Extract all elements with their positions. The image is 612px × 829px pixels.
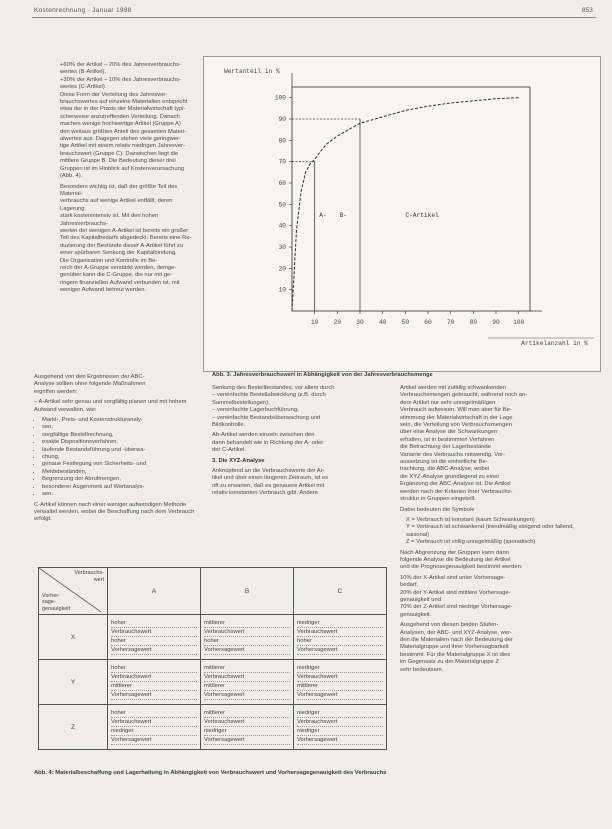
figure-3-caption: Abb. 3: Jahresverbrauchswert in Abhängigkeit von der Jahresverbrauchsmenge	[212, 372, 433, 378]
page-number: 853	[582, 7, 593, 14]
paragraph-line: bedarf,	[400, 582, 419, 589]
paragraph-line: +30% der Artikel – 10% des Jahresverbrauchs-	[60, 76, 181, 83]
cell-line: Vorhersagewert	[111, 691, 197, 700]
cell-line: Verbrauchswert	[204, 628, 290, 637]
table-row	[39, 660, 387, 705]
table-col-header: A	[108, 568, 201, 615]
table-row-header: Z	[39, 705, 108, 750]
paragraph-line: tikel und über einen längeren Zeitraum, ist es	[212, 475, 329, 482]
paragraph-line: 10% der X-Artikel sind unter Vorhersage-	[400, 574, 506, 581]
list-item: • laufende Bestandsführung und -überwa-	[42, 447, 198, 454]
lorenz-curve	[292, 98, 519, 311]
cell-line: Verbrauchswert	[297, 673, 383, 682]
paragraph-line: stark kostenintensiv ist. Mit den hohen Jahresverbrauchs-	[60, 213, 159, 227]
group-label-b: B-	[339, 212, 348, 219]
paragraph-line: reich der A-Gruppe verstärkt werden, demge-	[60, 264, 177, 271]
table-col-header: B	[201, 568, 294, 615]
cell-line: niedriger	[297, 709, 383, 718]
cell-line: mittlerer	[111, 682, 197, 691]
paragraph-line: – vereinfachte Lagerbuchführung,	[212, 407, 299, 414]
paragraph-line: werten der wenigen A-Artikel ist bereits ein großer	[60, 227, 189, 234]
paragraph-line: scherweise anzutreffenden Verteilung. Danach	[60, 113, 180, 120]
paragraph-line: Artikel werden mit zufällig schwankenden	[400, 385, 507, 391]
paragraph-line: sein, die Verteilung von Verbrauchsmengen	[400, 422, 512, 429]
paragraph-line: (Abb. 4).	[60, 173, 83, 180]
paragraph-line: Gruppen ist im Hinblick auf Kostenverursachung	[60, 165, 185, 172]
paragraph-line: alwertes aus. Dagegen stehen viele geringwer-	[60, 136, 181, 143]
paragraph-line: Verbrauchsmengen gebraucht, während noch an-	[400, 392, 528, 399]
paragraph-line: mittlere Gruppe B. Die Bedeutung dieser drei	[60, 158, 176, 165]
paragraph-line: Verbrauch aufweisen. Will man aber für Be-	[400, 407, 512, 414]
paragraph-line: erhalten, ist in bestimmten Verfahren	[400, 436, 495, 443]
paragraph-line: Teil des Kapitalbedarfs abgedeckt. Bereits eine Re-	[60, 235, 192, 242]
figure-3-frame	[203, 56, 601, 372]
section-heading: 3. Die XYZ-Analyse	[212, 457, 265, 464]
paragraph-line: – vereinfachte Bestellabwicklung (z.B. durch	[212, 392, 326, 399]
paragraph-line: die Betrachtung der Lagerbestände	[400, 444, 491, 451]
paragraph-line: wertes (B-Artikel),	[60, 69, 107, 76]
paragraph-line: Ausgehend von diesen beiden Stufen-	[400, 622, 499, 629]
paragraph-line: im Gegensatz zu der Materialgruppe Z	[400, 659, 499, 666]
cell-line: Verbrauchswert	[111, 628, 197, 637]
cell-line: hoher	[297, 637, 383, 646]
x-tick-label: 40	[378, 319, 387, 326]
paragraph-line: 20% der Y-Artikel sind mittlere Vorhersage-	[400, 589, 511, 596]
x-tick-label: 100	[513, 319, 525, 326]
y-tick-label: 80	[278, 137, 286, 145]
symbol-definition: Y = Verbrauch ist schwankend (trendmäßig steigend oder fallend, saisonal)	[406, 524, 574, 538]
y-tick-label: 50	[278, 201, 286, 209]
paragraph-line: sehr bedeutsam.	[400, 666, 444, 673]
cell-line: mittlerer	[297, 682, 383, 691]
paragraph-line: Ausgehend von den Ergebnissen der ABC-	[34, 374, 145, 380]
paragraph-line: tige Artikel mit einem relativ niedrigen Jahresver-	[60, 143, 186, 150]
paragraph-line: duzierung der Bestände dieser A-Artikel führt zu	[60, 242, 184, 249]
figure-4-table	[38, 567, 387, 750]
paragraph-line: dere Artikel nur sehr unregelmäßigen	[400, 399, 496, 406]
cell-line: Verbrauchswert	[111, 673, 197, 682]
paragraph-line: Variante des Verbrauchs notwendig. Vor-	[400, 451, 505, 458]
paragraph-line: werden nach der Kriterien ihrer Verbrauchs-	[400, 488, 513, 495]
column-2-text	[212, 385, 388, 501]
paragraph-line: den weitaus größten Anteil des gesamten Materi-	[60, 128, 186, 135]
y-tick-label: 20	[278, 265, 286, 273]
paragraph-line: aussetzung ist die einheitliche Be-	[400, 459, 488, 466]
paragraph-line: stimmung der Materialwirtschaft in der Lage	[400, 414, 513, 421]
cell-line: mittlerer	[204, 682, 290, 691]
y-tick-label: 90	[278, 116, 286, 123]
list-item: • exakte Dispositionsverfahren,	[42, 439, 198, 446]
paragraph-line: ergriffen werden:	[34, 388, 78, 395]
corner-label-bottom: Vorher- sage- genauigkeit	[42, 592, 71, 612]
paragraph-line: einer spürbaren Senkung der Kapitalbindung.	[60, 250, 177, 257]
paragraph-line: ringem finanziellen Aufwand verbunden ist, mit	[60, 279, 180, 286]
cell-line: Vorhersagewert	[111, 646, 197, 655]
cell-line: niedriger	[297, 619, 383, 628]
paragraph-line: dann behandelt wie in Richtung der A- oder	[212, 439, 324, 446]
table-cell	[294, 660, 387, 705]
x-tick-label: 70	[446, 319, 455, 326]
y-axis-label: Wertanteil in %	[224, 68, 280, 75]
paragraph-line: etwa der in der Praxis der Materialwirtschaft typi-	[60, 106, 186, 113]
paragraph-line: Senkung des Bestellbestandes, vor allem durch	[212, 385, 335, 391]
paragraph-line: 70% der Z-Artikel sind niedrige Vorhersage-	[400, 604, 513, 611]
paragraph-line: wertes (C-Artikel).	[60, 84, 107, 91]
cell-line: Vorhersagewert	[297, 691, 383, 700]
cell-line: Vorhersagewert	[204, 691, 290, 700]
paragraph-line: Die Organisation und Kontrolle im Be-	[60, 257, 158, 264]
table-cell	[201, 705, 294, 750]
cell-line: hoher	[111, 619, 197, 628]
paragraph-line: genauigkeit und	[400, 596, 441, 603]
paragraph-line: Ab-Artikel werden einzeln zwischen den	[212, 432, 315, 439]
table-cell	[108, 660, 201, 705]
paragraph-line: +60% der Artikel – 20% des Jahresverbrauchs-	[60, 62, 181, 68]
x-tick-label: 20	[333, 319, 342, 326]
cell-line: niedriger	[297, 727, 383, 736]
header-rule	[32, 17, 596, 18]
x-tick-label: 10	[310, 319, 319, 326]
symbol-list	[406, 517, 590, 547]
paragraph-line: Sammelbestellungen),	[212, 399, 270, 406]
paragraph-line: Nach Abgrenzung der Gruppen kann dann	[400, 549, 509, 556]
symbol-definition: X = Verbrauch ist konstant (kaum Schwankungen)	[406, 516, 535, 523]
cell-line: niedriger	[297, 664, 383, 673]
x-tick-label: 50	[401, 319, 410, 326]
column-1-lower-text	[34, 374, 198, 527]
list-item: • chung,	[42, 454, 198, 461]
paragraph-line: Analyse sollten ohne folgende Maßnahmen	[34, 381, 146, 388]
x-tick-label: 90	[492, 319, 500, 326]
paragraph-line: folgende Analyse die Bedeutung der Artikel	[400, 556, 511, 563]
y-tick-label: 10	[278, 286, 286, 294]
x-tick-label: 60	[424, 319, 432, 326]
x-tick-label: 80	[469, 319, 478, 326]
paragraph-line: brauchswertes auf einzelne Materialien entspricht	[60, 99, 188, 106]
table-cell	[108, 615, 201, 660]
y-tick-label: 60	[278, 180, 286, 187]
paragraph-line: weniger Aufwand betreut werden.	[60, 287, 147, 294]
paragraph-line: Ergänzung der ABC-Analyse ist. Die Artikel	[400, 481, 511, 488]
paragraph-line: Diese Form der Verteilung des Jahresver-	[60, 91, 168, 98]
cell-line: Verbrauchswert	[111, 718, 197, 727]
table-row	[39, 615, 387, 660]
paragraph-line: genauigkeit.	[400, 611, 432, 618]
list-item: • besonderer Augenmerk auf Wertanalys-	[42, 484, 198, 491]
table-cell	[201, 615, 294, 660]
list-item: • genaue Festlegung von Sicherheits- und	[42, 461, 198, 468]
list-item: • sorgfältige Bestellrechnung,	[42, 432, 198, 439]
cell-line: Verbrauchswert	[204, 718, 290, 727]
column-3-text	[400, 385, 590, 677]
cell-line: hoher	[111, 637, 197, 646]
paragraph-line: verbrauchs auf wenige Artikel entfällt, deren Lagerung	[60, 198, 173, 212]
paragraph-line: über eine Analyse der Schwankungen	[400, 429, 498, 436]
list-item: • Markt-, Preis- und Kostenstrukturanaly-	[42, 417, 198, 424]
cell-line: Vorhersagewert	[204, 646, 290, 655]
table-corner-cell	[39, 568, 108, 615]
cell-line: hoher	[204, 637, 290, 646]
paragraph-line: und die Prognosegenauigkeit bestimmt werden:	[400, 564, 523, 571]
table-row-header: Y	[39, 660, 108, 705]
paragraph: C-Artikel können nach einer weniger aufwendigen Methode verwaltet werden, wobei die Beschaffung nach dem Verbrauch erfolgt.	[34, 501, 195, 523]
table-row-header: X	[39, 615, 108, 660]
paragraph: Dabei bedeuten die Symbole	[400, 506, 475, 513]
group-label-c: C-Artikel	[405, 212, 439, 219]
cell-line: Vorhersagewert	[297, 646, 383, 655]
list-item: • Begrenzung der Abrufmengen,	[42, 476, 198, 483]
running-header: Kostenrechnung · Januar 1988	[34, 7, 132, 14]
measure-list	[34, 417, 198, 498]
cell-line: Vorhersagewert	[204, 736, 290, 745]
table-col-header: C	[294, 568, 387, 615]
cell-line: Verbrauchswert	[297, 718, 383, 727]
paragraph-line: die XYZ-Analyse grundlegend zu einer	[400, 473, 500, 480]
paragraph-line: bestimmt. Für die Materialgruppe X ist dies	[400, 651, 511, 658]
table-row	[39, 705, 387, 750]
cell-line: Verbrauchswert	[204, 673, 290, 682]
cell-line: Verbrauchswert	[297, 628, 383, 637]
cell-line: mittlerer	[204, 619, 290, 628]
paragraph-line: relativ konstanten Verbrauch gibt. Andere	[212, 490, 319, 497]
cell-line: niedriger	[204, 727, 290, 736]
paragraph-line: brauchswert (Gruppe C). Dazwischen liegt die	[60, 150, 179, 157]
paragraph-line: den die Materialien nach der Bedeutung der	[400, 637, 513, 643]
symbol-definition: Z = Verbrauch ist völlig unregelmäßig (sporadisch)	[406, 539, 536, 546]
cell-line: mittlerer	[204, 664, 290, 673]
figure-4-caption: Abb. 4: Materialbeschaffung und Lagerhaltung in Abhängigkeit von Verbrauchswert und Vorhersagegenauigkeit des Verbrauchs	[34, 770, 387, 776]
paragraph-line: machen wenige hochwertige Artikel (Gruppe A)	[60, 121, 181, 128]
table-cell	[294, 615, 387, 660]
cell-line: Vorhersagewert	[297, 736, 383, 745]
table-cell	[201, 660, 294, 705]
cell-line: mittlerer	[204, 709, 290, 718]
paragraph-line: oft zu erwarten, daß es genauere Artikel mit	[212, 482, 325, 489]
plot-frame	[292, 87, 530, 311]
y-tick-label: 100	[274, 94, 286, 102]
y-tick-label: 70	[278, 158, 286, 166]
group-label-a: A-	[319, 212, 327, 219]
paragraph-line: Bildkontrolle.	[212, 422, 246, 429]
paragraph-line: Analysen, der ABC- und XYZ-Analyse, wer-	[400, 629, 512, 636]
paragraph-line: Besonders wichtig ist, daß der größte Teil des Material-	[60, 183, 178, 197]
x-axis-label: Artikelanzahl in %	[521, 340, 588, 347]
paragraph-line: – vereinfachte Bestandsüberwachung und	[212, 414, 321, 421]
list-item: • sen.	[42, 491, 198, 498]
table-cell	[108, 705, 201, 750]
cell-line: hoher	[111, 664, 197, 673]
paragraph-line: trachtung, die ABC-Analyse, wobei	[400, 466, 490, 473]
x-tick-label: 30	[356, 319, 364, 326]
corner-label-top: Verbrauchs- wert	[74, 570, 104, 583]
list-intro: – A-Artikel sehr genau und sorgfältig planen und mit hohem Aufwand verwalten, wie:	[34, 399, 187, 413]
list-item: • sen,	[42, 424, 198, 431]
list-item: • Meldebeständen,	[42, 469, 198, 476]
paragraph-line: der C-Artikel.	[212, 447, 246, 454]
y-tick-label: 30	[278, 244, 286, 251]
cell-line: Vorhersagewert	[111, 736, 197, 745]
abc-analysis-chart	[204, 57, 600, 371]
paragraph-line: Materialgruppe und ihrer Vorhersagbarkeit	[400, 644, 509, 651]
y-tick-label: 40	[278, 222, 286, 230]
cell-line: niedriger	[111, 727, 197, 736]
paragraph-line: genüber kann die C-Gruppe, die nur mit ge-	[60, 272, 173, 279]
paragraph-line: struktur in Gruppen eingeteilt.	[400, 496, 477, 503]
paragraph-line: Anknüpfend an die Verbrauchswerte der Ar-	[212, 468, 325, 475]
cell-line: hoher	[111, 709, 197, 718]
table-cell	[294, 705, 387, 750]
column-1-text	[60, 62, 196, 298]
